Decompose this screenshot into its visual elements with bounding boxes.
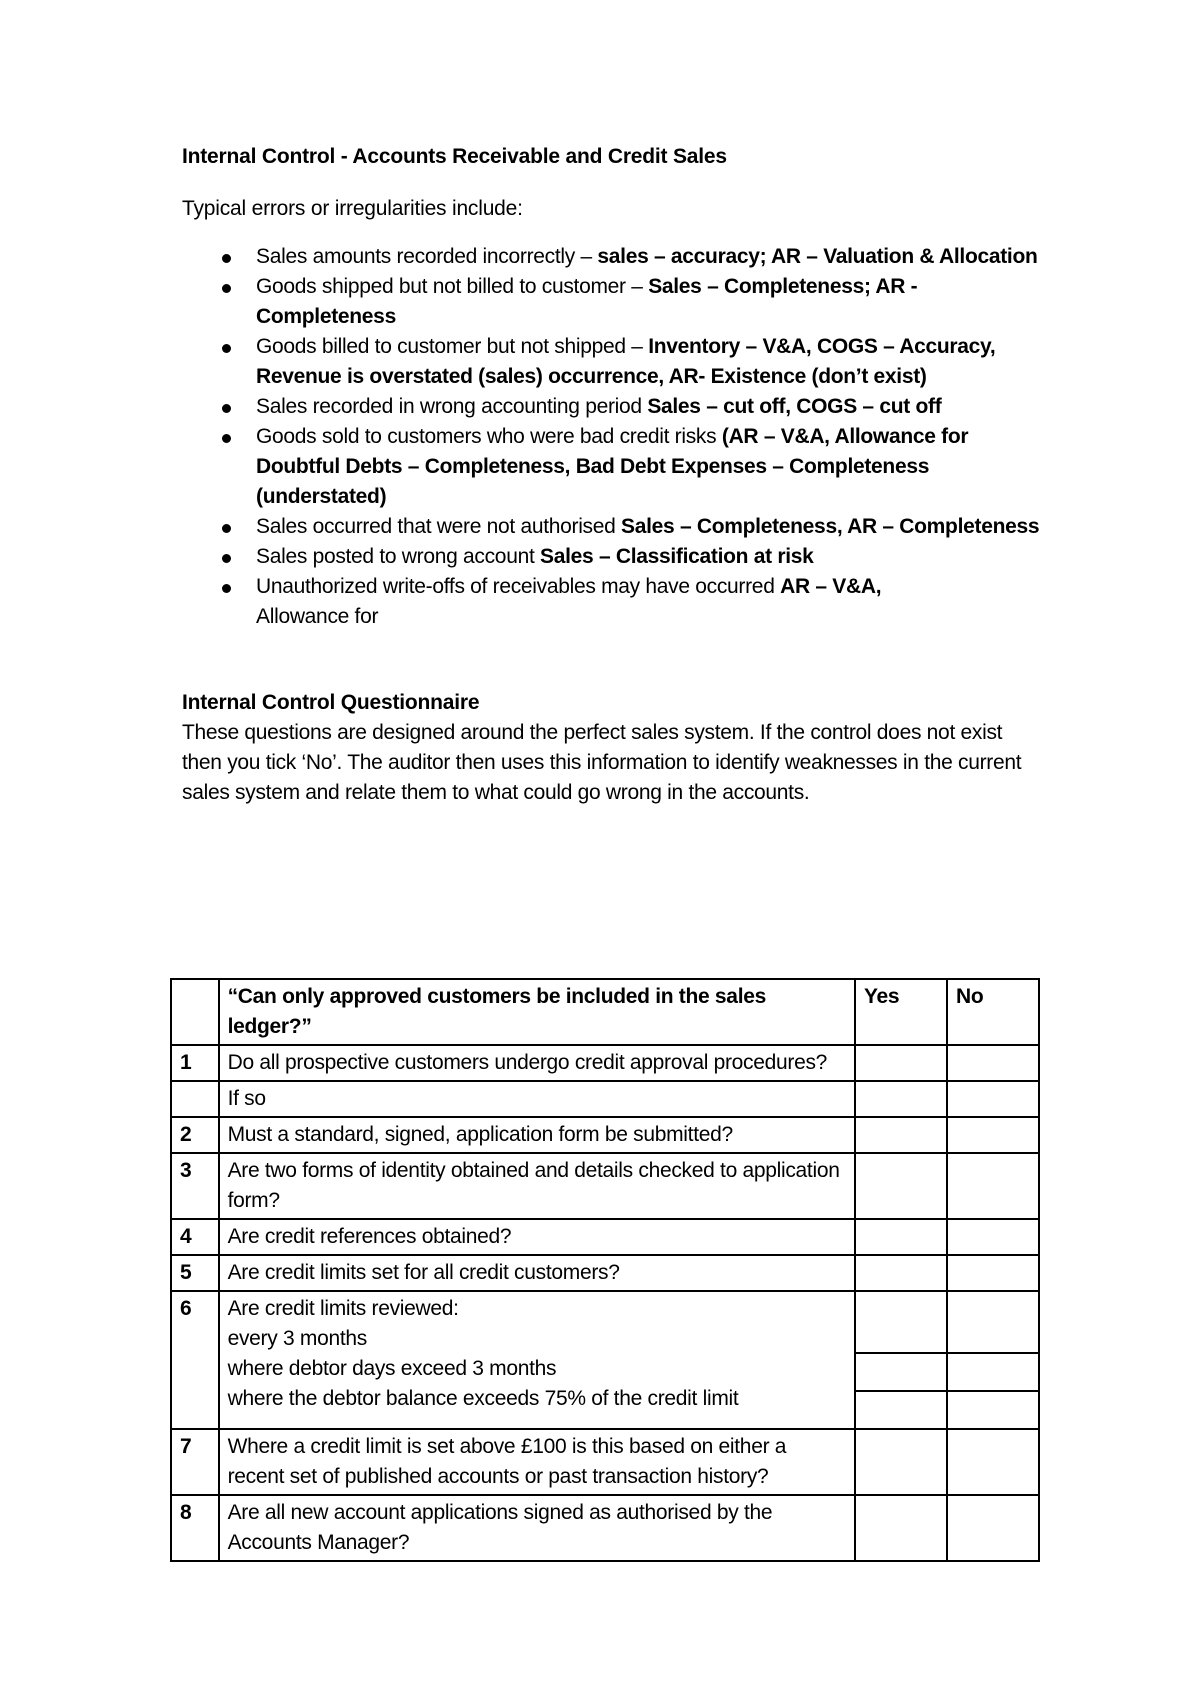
no-checkbox-cell[interactable] [947,1353,1039,1391]
questionnaire-description: These questions are designed around the perfect sales system. If the control does not exist then you tick ‘No’. The auditor then uses this information to identify weaknesses in the current sales system and relate them to what could go wrong in the accounts. [182,721,1022,804]
list-item: Goods sold to customers who were bad credit risks (AR – V&A, Allowance for Doubtful Debts – Completeness, Bad Debt Expenses – Completeness (understated) [182,422,1042,512]
list-item: Goods shipped but not billed to customer – Sales – Completeness; AR - Completeness [182,272,1042,332]
row-question: Where a credit limit is set above £100 is this based on either a recent set of published accounts or past transaction history? [219,1429,855,1495]
table-row [171,1045,1039,1081]
row-number [171,1081,219,1117]
table-header-row [171,979,1039,1045]
document-page [182,142,1042,808]
bullet-icon [222,344,231,353]
yes-checkbox-cell[interactable] [855,1291,947,1353]
bullet-icon [222,404,231,413]
row-question: Must a standard, signed, application form be submitted? [219,1117,855,1153]
questionnaire-table [170,978,1040,1562]
table-row [171,1429,1039,1495]
questionnaire-title: Internal Control Questionnaire [182,691,480,714]
row-question-main: Are credit limits reviewed: [227,1297,459,1320]
no-checkbox-cell[interactable] [947,1429,1039,1495]
bullet-icon [222,284,231,293]
table-row [171,1291,1039,1353]
yes-checkbox-cell[interactable] [855,1429,947,1495]
row-number: 7 [171,1429,219,1495]
yes-checkbox-cell[interactable] [855,1045,947,1081]
yes-checkbox-cell[interactable] [855,1117,947,1153]
table-row [171,1219,1039,1255]
header-no: No [947,979,1039,1045]
yes-checkbox-cell[interactable] [855,1081,947,1117]
no-checkbox-cell[interactable] [947,1153,1039,1219]
row-number: 2 [171,1117,219,1153]
header-num-cell [171,979,219,1045]
list-item: Sales occurred that were not authorised Sales – Completeness, AR – Completeness [182,512,1042,542]
table-row [171,1495,1039,1561]
table-row [171,1081,1039,1117]
row-number: 4 [171,1219,219,1255]
row-subquestion: where the debtor balance exceeds 75% of the credit limit [227,1387,739,1410]
no-checkbox-cell[interactable] [947,1045,1039,1081]
no-checkbox-cell[interactable] [947,1255,1039,1291]
row-question [219,1291,855,1429]
row-number: 3 [171,1153,219,1219]
row-question: If so [219,1081,855,1117]
row-number: 8 [171,1495,219,1561]
yes-checkbox-cell[interactable] [855,1495,947,1561]
errors-list [182,242,1042,632]
no-checkbox-cell[interactable] [947,1219,1039,1255]
list-item: Sales posted to wrong account Sales – Classification at risk [182,542,1042,572]
list-item: Sales amounts recorded incorrectly – sales – accuracy; AR – Valuation & Allocation [182,242,1042,272]
bullet-icon [222,254,231,263]
yes-checkbox-cell[interactable] [855,1255,947,1291]
no-checkbox-cell[interactable] [947,1391,1039,1429]
table-row [171,1117,1039,1153]
header-question: “Can only approved customers be included in the sales ledger?” [219,979,855,1045]
document-title: Internal Control - Accounts Receivable and Credit Sales [182,145,727,168]
header-yes: Yes [855,979,947,1045]
bullet-icon [222,434,231,443]
row-number: 1 [171,1045,219,1081]
errors-intro: Typical errors or irregularities include: [182,197,523,220]
no-checkbox-cell[interactable] [947,1117,1039,1153]
no-checkbox-cell[interactable] [947,1495,1039,1561]
no-checkbox-cell[interactable] [947,1081,1039,1117]
row-question: Are credit references obtained? [219,1219,855,1255]
row-number: 5 [171,1255,219,1291]
row-number: 6 [171,1291,219,1429]
yes-checkbox-cell[interactable] [855,1153,947,1219]
no-checkbox-cell[interactable] [947,1291,1039,1353]
list-item: Sales recorded in wrong accounting period Sales – cut off, COGS – cut off [182,392,1042,422]
row-question: Are credit limits set for all credit customers? [219,1255,855,1291]
yes-checkbox-cell[interactable] [855,1391,947,1429]
list-item: Goods billed to customer but not shipped – Inventory – V&A, COGS – Accuracy, Revenue is overstated (sales) occurrence, AR- Existence (don’t exist) [182,332,1042,392]
list-item: Unauthorized write-offs of receivables may have occurred AR – V&A, Allowance for [182,572,1042,632]
bullet-icon [222,584,231,593]
bullet-icon [222,554,231,563]
table-row [171,1255,1039,1291]
table-row [171,1153,1039,1219]
row-subquestion: where debtor days exceed 3 months [227,1357,557,1380]
row-subquestion: every 3 months [227,1327,367,1350]
yes-checkbox-cell[interactable] [855,1353,947,1391]
row-question: Are two forms of identity obtained and details checked to application form? [219,1153,855,1219]
yes-checkbox-cell[interactable] [855,1219,947,1255]
row-question: Do all prospective customers undergo credit approval procedures? [219,1045,855,1081]
bullet-icon [222,524,231,533]
row-question: Are all new account applications signed as authorised by the Accounts Manager? [219,1495,855,1561]
